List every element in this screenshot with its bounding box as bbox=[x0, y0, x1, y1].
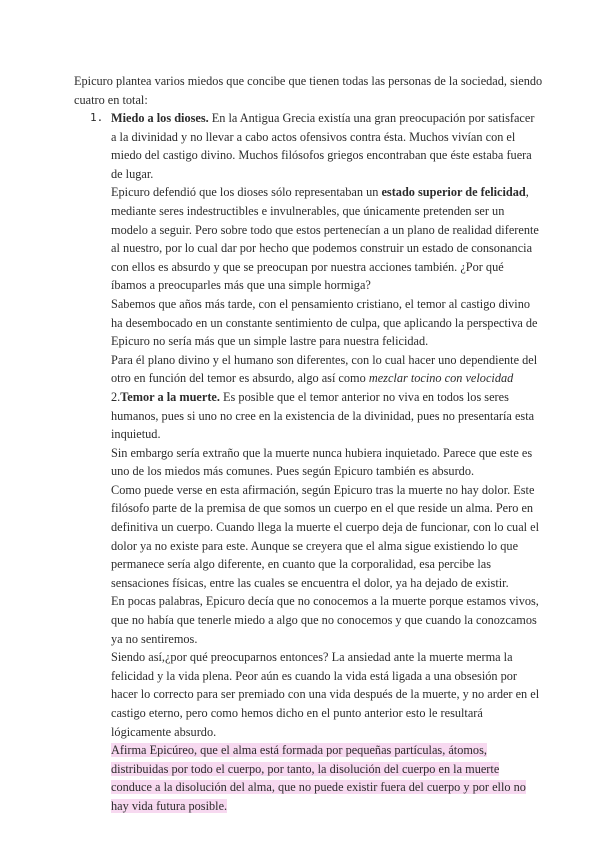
highlight-line: Afirma Epicúreo, que el alma está formada por pequeñas partículas, átomos, bbox=[111, 743, 487, 758]
intro-paragraph: Epicuro plantea varios miedos que concibe que tienen todas las personas de la sociedad, siendo cuatro en total: bbox=[74, 74, 543, 107]
item1-text: En la Antigua Grecia existía una gran preocupación por satisfacer a la divinidad y no llevar a cabo actos ofensivos contra ésta. Muchos vivían con el miedo del castigo divino. Muchos filósofos griegos encontraban que éste estaba fuera de lugar. bbox=[111, 111, 535, 181]
p5-number: 2. bbox=[111, 389, 121, 404]
p4-text: Para él plano divino y el humano son diferentes, con lo cual hacer uno dependiente del otro en función del temor es absurdo, algo así como bbox=[111, 352, 538, 386]
highlight-line: hay vida futura posible. bbox=[111, 798, 228, 813]
paragraph-afirmacion: Como puede verse en esta afirmación, según Epicuro tras la muerte no hay dolor. Este filósofo parte de la premisa de que somos un cuerpo en el que reside un alma. Pero en definitiva un cuerpo. Cuando llega la muerte el cuerpo deja de funcionar, con lo cual el dolor ya no existe para este. Aunque se creyera que el alma sigue existiendo lo que permanece sería algo diferente, en cuanto que la corporalidad, esa percibe las sensaciones físicas, entre las cuales se encuentra el dolor, ya ha dejado de existir. bbox=[111, 482, 540, 590]
paragraph-dioses bbox=[111, 183, 541, 295]
p2-text-a: Epicuro defendió que los dioses sólo representaban un bbox=[111, 185, 382, 200]
list-item-content bbox=[111, 109, 541, 816]
item1-title: Miedo a los dioses. bbox=[111, 111, 209, 125]
paragraph-siendo-asi: Siendo así,¿por qué preocuparnos entonces? La ansiedad ante la muerte merma la felicidad y la vida plena. Peor aún es cuando la vida está ligada a una obsesión por hacer lo correcto para ser premiado con una vida después de la muerte, y no arder en el castigo eterno, pero como hemos dicho en el punto anterior esto le resultará lógicamente absurdo. bbox=[111, 650, 540, 739]
paragraph-cristiano: Sabemos que años más tarde, con el pensamiento cristiano, el temor al castigo divino ha desembocado en un constante sentimiento de culpa, que aplicando la perspectiva de Epicuro no sería más que un simple lastre para nuestra felicidad. bbox=[111, 296, 538, 349]
p5-title: Temor a la muerte. bbox=[120, 389, 220, 404]
highlight-line: distribuidas por todo el cuerpo, por tanto, la disolución del cuerpo en la muerte bbox=[111, 761, 500, 776]
p4-italic: mezclar tocino con velocidad bbox=[368, 371, 514, 386]
paragraph-sin-embargo: Sin embargo sería extraño que la muerte nunca hubiera inquietado. Parece que este es uno de los miedos más comunes. Pues según Epicuro también es absurdo. bbox=[111, 445, 533, 479]
list-number: 1. bbox=[90, 111, 104, 124]
p5-text: Es posible que el temor anterior no viva en todos los seres humanos, pues si uno no cree en la existencia de la divinidad, pues no presentaría esta inquietud. bbox=[111, 389, 535, 442]
p2-bold: estado superior de felicidad bbox=[381, 185, 526, 200]
highlight-line: conduce a la disolución del alma, que no puede existir fuera del cuerpo y por ello no bbox=[111, 780, 526, 795]
p2-text-c: , mediante seres indestructibles e invulnerables, que únicamente pretenden ser un modelo a seguir. Pero sobre todo que estos pertenecían a un plano de realidad diferente al nuestro, por lo cual dar por hecho que podemos construir un estado de consonancia con ellos es absurdo y que se preocupan por nuestra acciones también. ¿Por qué íbamos a preocuparles más que una simple hormiga? bbox=[111, 185, 539, 293]
paragraph-temor-muerte bbox=[111, 388, 541, 444]
paragraph-pocas-palabras: En pocas palabras, Epicuro decía que no conocemos a la muerte porque estamos vivos, que no había que tenerle miedo a algo que no conocemos y que cuando la conozcamos ya no sentiremos. bbox=[111, 594, 539, 646]
item1-paragraph bbox=[111, 109, 541, 183]
paragraph-plano-divino bbox=[111, 351, 541, 388]
highlighted-paragraph bbox=[111, 741, 541, 815]
